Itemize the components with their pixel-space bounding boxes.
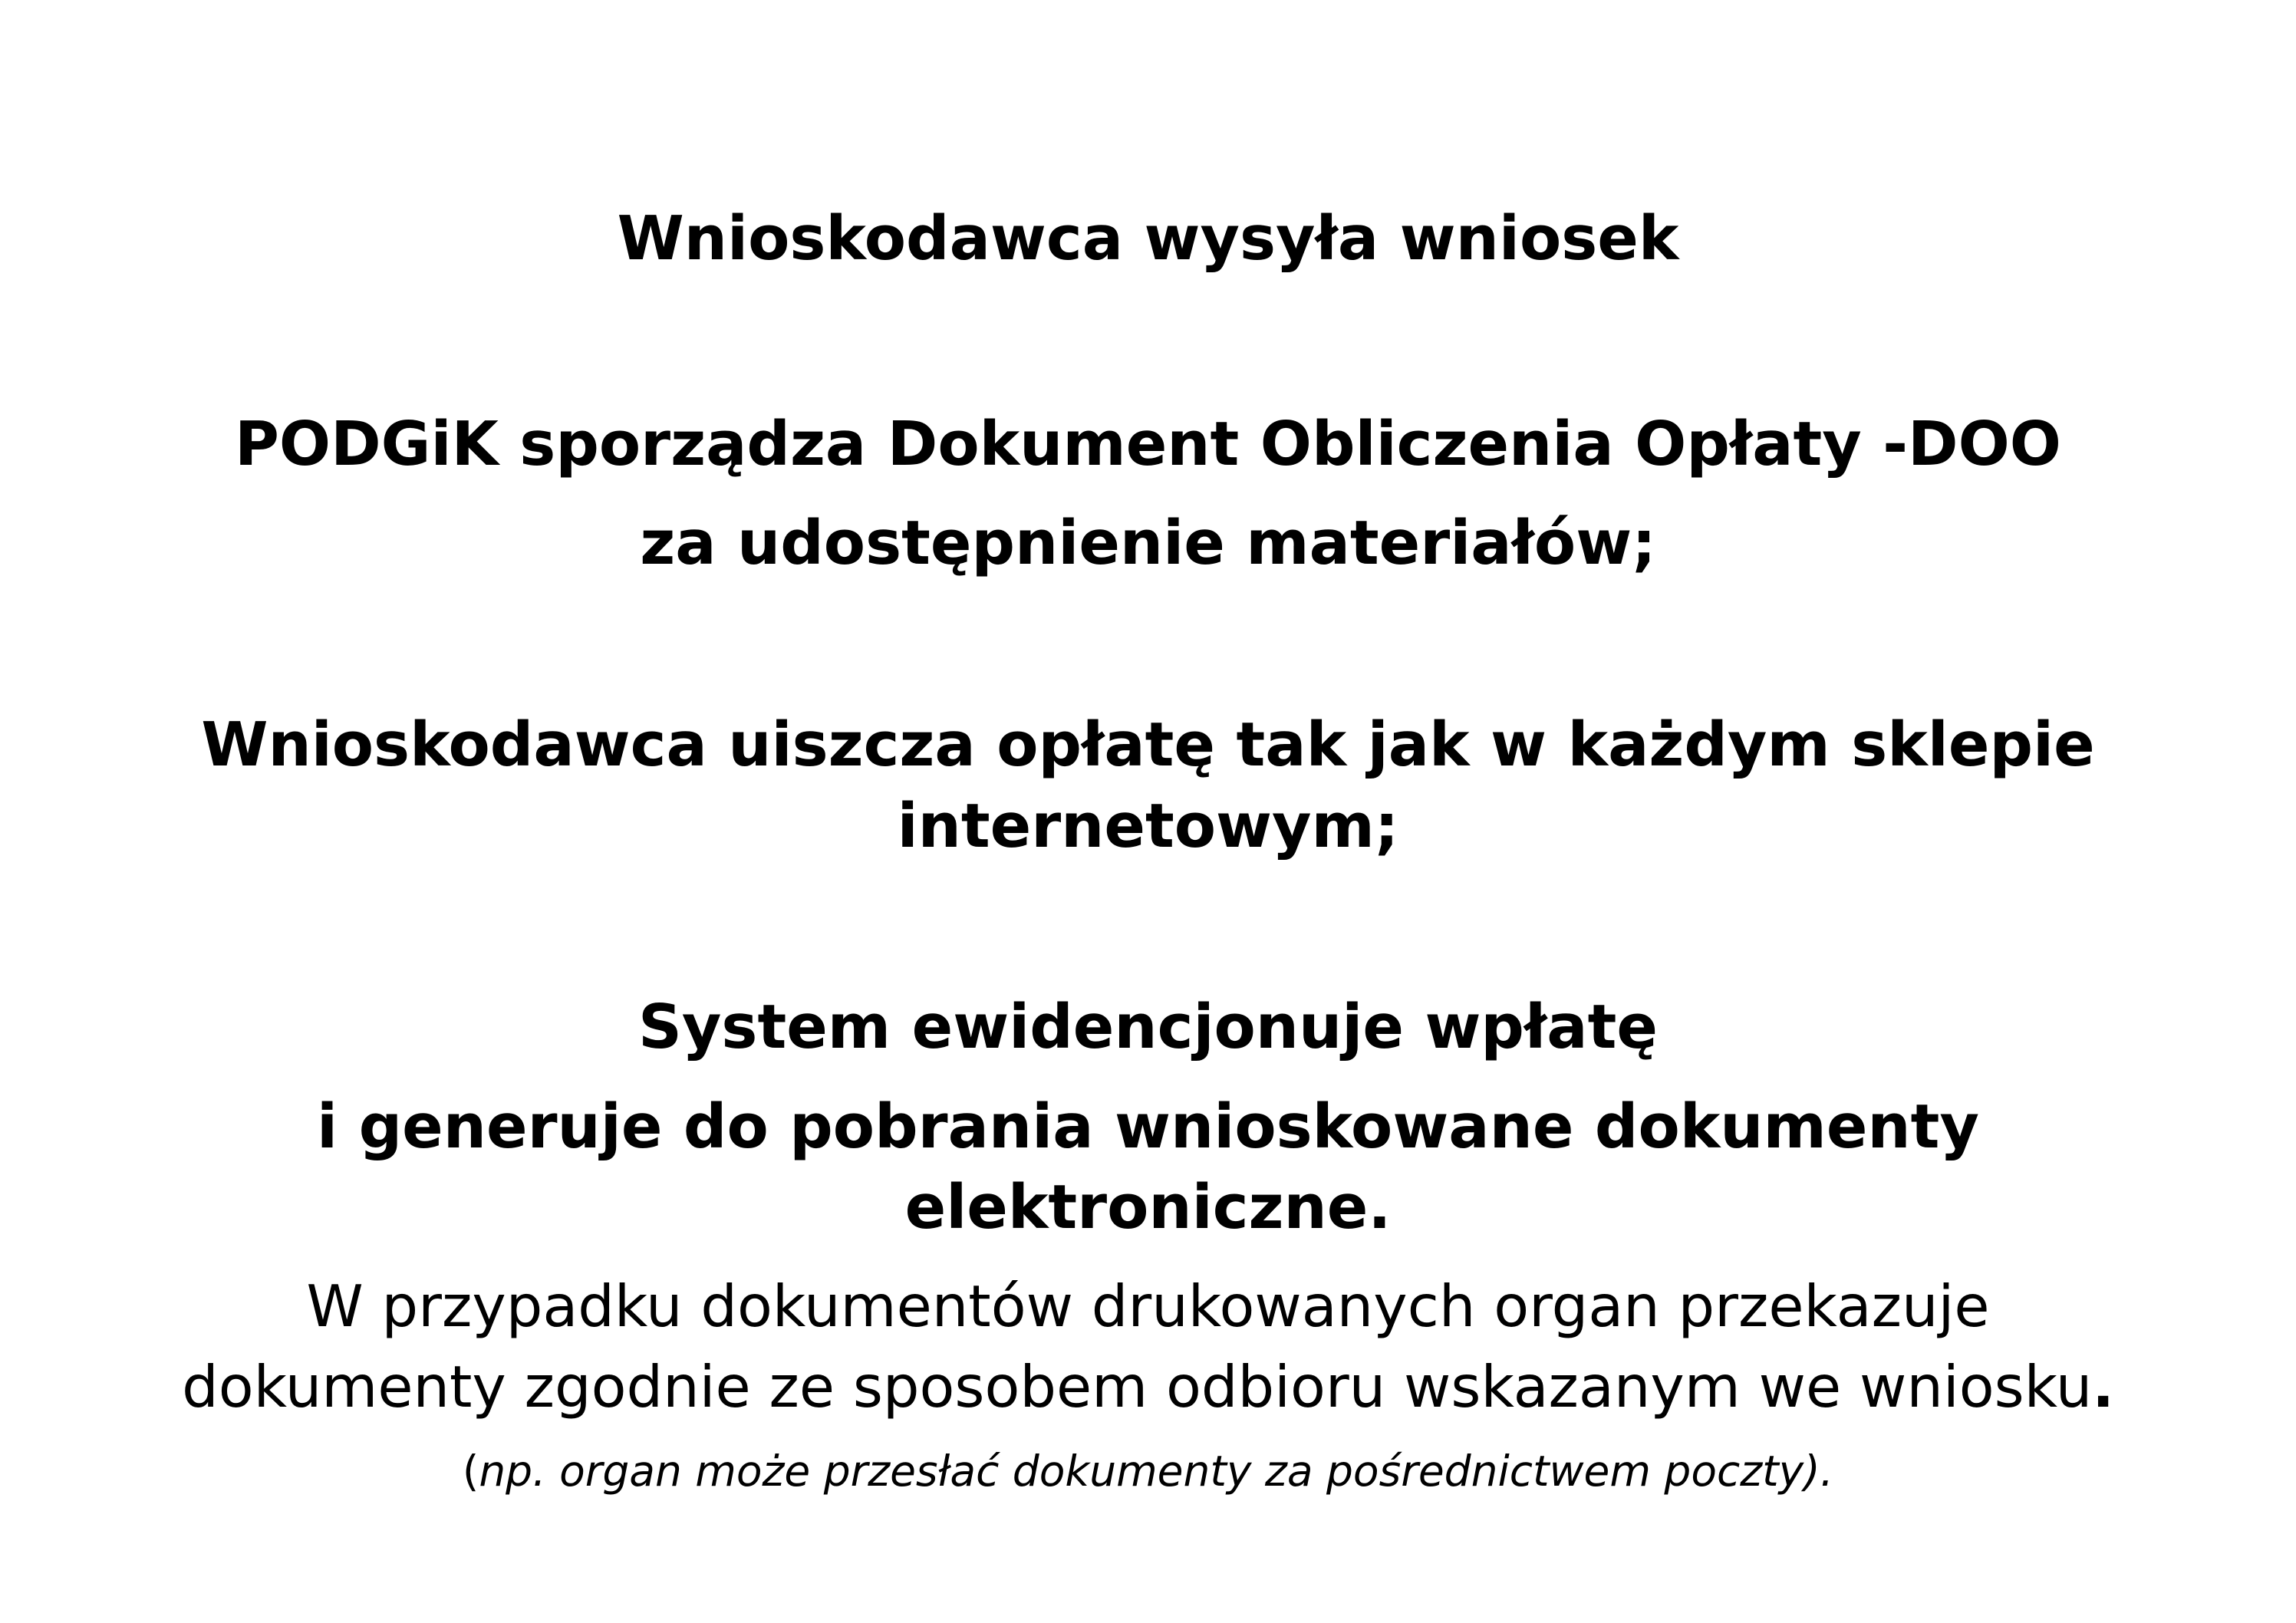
note-text-line-1: W przypadku dokumentów drukowanych organ przekazuje (306, 1272, 1990, 1340)
step-4-text-line-1: System ewidencjonuje wpłatę (638, 992, 1658, 1062)
step-4-text-line-3: elektroniczne. (904, 1172, 1392, 1243)
step-3-text-line-1: Wnioskodawca uiszcza opłatę tak jak w każdym sklepie (201, 709, 2095, 780)
step-2-text-line-1: PODGiK sporządza Dokument Obliczenia Opłaty -DOO (235, 409, 2061, 479)
step-1-text: Wnioskodawca wysyła wniosek (617, 203, 1679, 274)
step-4-text-line-2: i generuje do pobrania wnioskowane dokumenty (317, 1091, 1979, 1162)
note-text-line-2-period: . (2092, 1353, 2114, 1421)
step-3-text-line-2: internetowym; (897, 791, 1399, 861)
note-text-line-2 (0, 1353, 2296, 1421)
footnote (0, 1447, 2296, 1496)
footnote-open-paren: ( (462, 1447, 479, 1496)
footnote-text: np. organ może przesłać dokumenty za pośrednictwem poczty). (479, 1447, 1834, 1496)
note-text-line-2-body: dokumenty zgodnie ze sposobem odbioru wskazanym we wniosku (182, 1353, 2093, 1421)
step-2-text-line-2: za udostępnienie materiałów; (640, 508, 1656, 578)
